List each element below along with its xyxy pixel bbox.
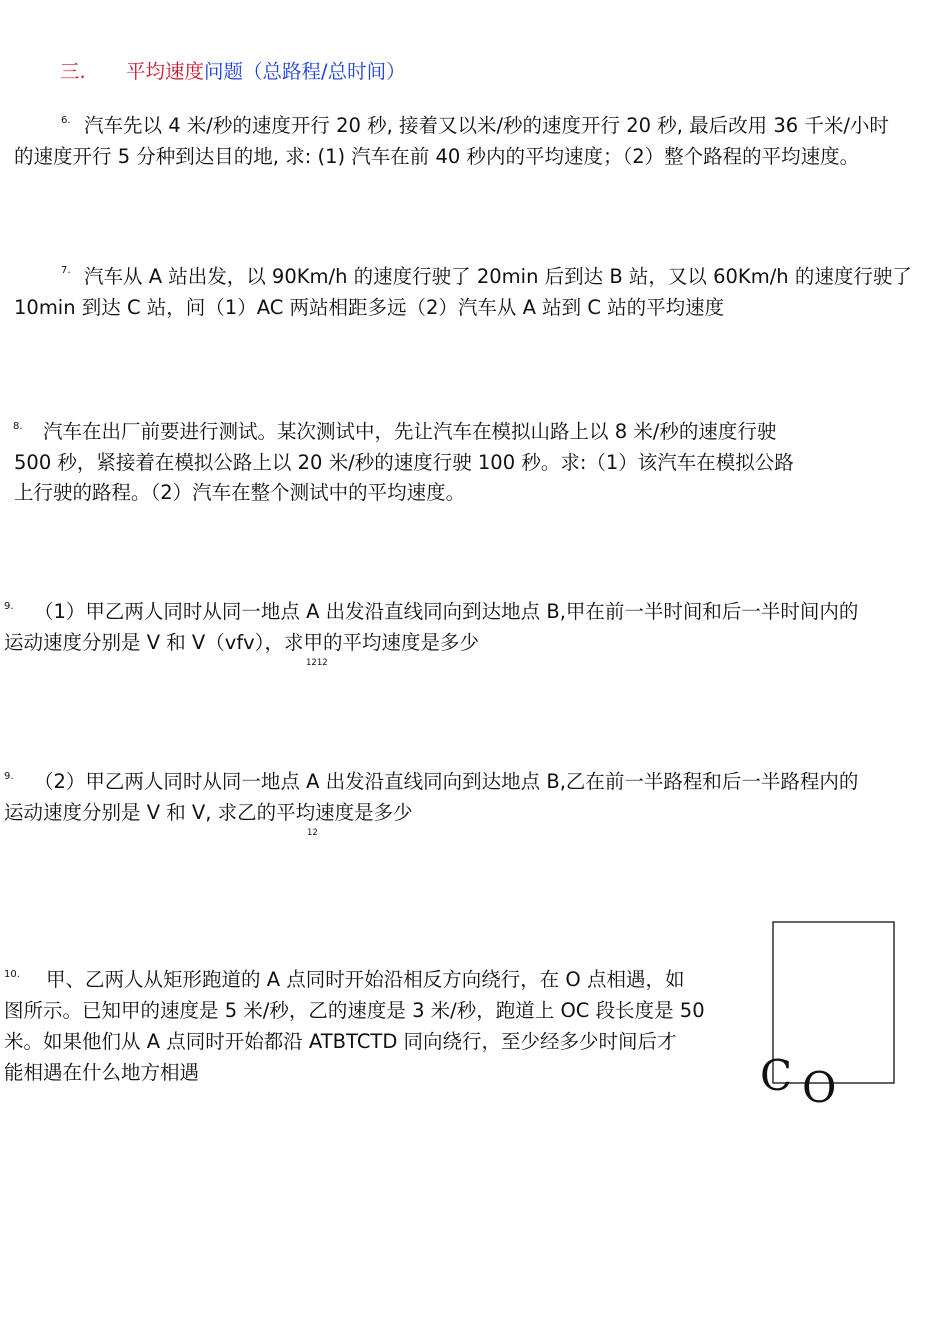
point-o-label: O [802, 1063, 837, 1112]
problem-text-line: 米。如果他们从 A 点同时开始都沿 ATBTCTD 同向绕行，至少经多少时间后才 [4, 1030, 677, 1053]
problem-text-line: 能相遇在什么地方相遇 [4, 1061, 200, 1084]
section-number: 三. [60, 60, 86, 83]
section-title-red: 平均速度 [126, 60, 205, 83]
problem-text-line: 汽车在出厂前要进行测试。某次测试中，先让汽车在模拟山路上以 8 米/秒的速度行驶 [43, 420, 777, 443]
subscript-note: 12 [307, 828, 318, 838]
track-figure [760, 915, 910, 1115]
problem-text-line: 上行驶的路程。（2）汽车在整个测试中的平均速度。 [14, 481, 466, 504]
problem-text-line: 图所示。已知甲的速度是 5 米/秒，乙的速度是 3 米/秒，跑道上 OC 段长度是 50 [4, 999, 705, 1022]
section-heading [60, 60, 406, 84]
problem-text-line: 运动速度分别是 V 和 V, 求乙的平均速度是多少 [4, 801, 413, 824]
problem-text-line: 10min 到达 C 站，问（1）AC 两站相距多远（2）汽车从 A 站到 C 站的平均速度 [14, 296, 725, 319]
problem-text-line: 汽车先以 4 米/秒的速度开行 20 秒, 接着又以米/秒的速度开行 20 秒, 最后改用 36 千米/小时 [84, 114, 889, 137]
subscript-note: 1212 [306, 658, 328, 668]
problem-text-line: 运动速度分别是 V 和 V（vfv），求甲的平均速度是多少 [4, 631, 479, 654]
problem-text-line: （1）甲乙两人同时从同一地点 A 出发沿直线同向到达地点 B,甲在前一半时间和后一半时间内的 [34, 600, 859, 623]
problem-text-line: 的速度开行 5 分种到达目的地, 求: (1) 汽车在前 40 秒内的平均速度；（2）整个路程的平均速度。 [14, 145, 860, 168]
problem-number: 10. [4, 969, 20, 980]
problem-number: 7. [61, 265, 71, 276]
section-title-blue: 问题（总路程/总时间） [204, 60, 406, 83]
problem-number: 6. [61, 115, 71, 126]
problem-text-line: 甲、乙两人从矩形跑道的 A 点同时开始沿相反方向绕行，在 O 点相遇，如 [46, 968, 685, 991]
problem-text-line: （2）甲乙两人同时从同一地点 A 出发沿直线同向到达地点 B,乙在前一半路程和后一半路程内的 [34, 770, 859, 793]
point-c-label: C [760, 1051, 793, 1100]
problem-number: 8. [13, 421, 23, 432]
problem-number: 9. [4, 601, 14, 612]
problem-number: 9. [4, 771, 14, 782]
problem-text-line: 500 秒，紧接着在模拟公路上以 20 米/秒的速度行驶 100 秒。求:（1）该汽车在模拟公路 [14, 451, 794, 474]
problem-text-line: 汽车从 A 站出发，以 90Km/h 的速度行驶了 20min 后到达 B 站，又以 60Km/h 的速度行驶了 [84, 265, 912, 288]
